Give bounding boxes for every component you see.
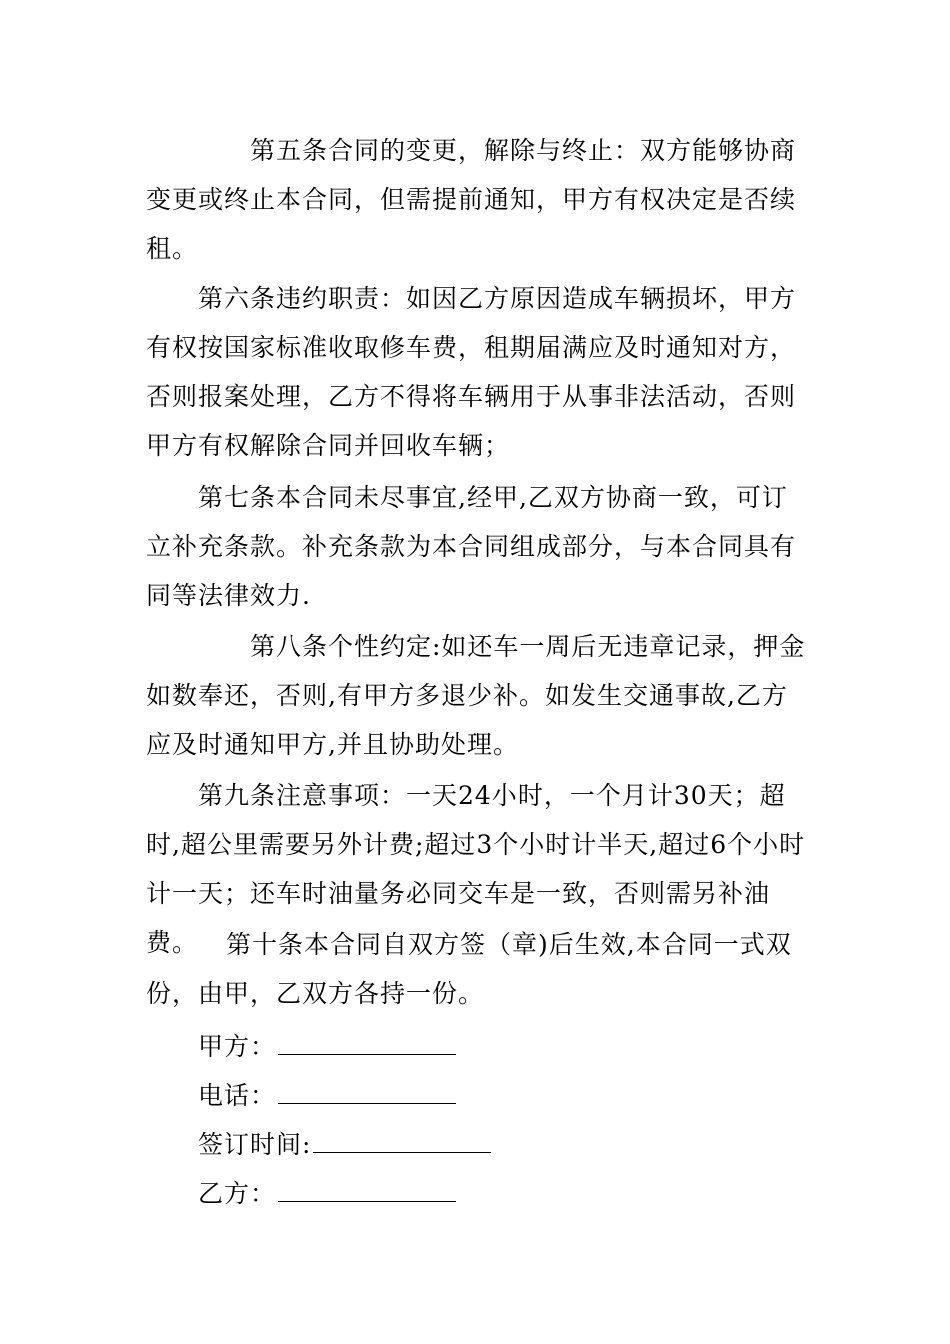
signing-date-blank[interactable] — [313, 1130, 491, 1153]
clause-9: 第九条注意事项：一天24小时，一个月计30天；超时,超公里需要另外计费;超过3个小时计半天,超过6个小时计一天；还车时油量务必同交车是一致，否则需另补油费。 — [146, 781, 806, 957]
signing-date-label: 签订时间: — [198, 1130, 312, 1159]
clause-5: 第五条合同的变更，解除与终止：双方能够协商变更或终止本合同，但需提前通知，甲方有权决定是否续租。 — [146, 136, 797, 263]
clause-10: 第十条本合同自双方签（章)后生效,本合同一式双份，由甲，乙双方各持一份。 — [146, 930, 792, 1008]
clause-7: 第七条本合同未尽事宜,经甲,乙双方协商一致，可订立补充条款。补充条款为本合同组成部分，与本合同具有同等法律效力. — [146, 483, 797, 610]
clause-6: 第六条违约职责：如因乙方原因造成车辆损坏，甲方有权按国家标准收取修车费，租期届满应及时通知对方，否则报案处理，乙方不得将车辆用于从事非法活动，否则甲方有权解除合同并回收车辆； — [146, 284, 797, 460]
clause-8: 第八条个性约定:如还车一周后无违章记录，押金如数奉还，否则,有甲方多退少补。如发生交通事故,乙方应及时通知甲方,并且协助处理。 — [146, 632, 806, 759]
party-b-blank[interactable] — [278, 1179, 456, 1202]
party-b-line — [198, 1169, 456, 1218]
party-b-label: 乙方： — [198, 1179, 277, 1208]
party-a-blank[interactable] — [278, 1032, 456, 1055]
phone-label: 电话： — [198, 1081, 277, 1110]
phone-line — [198, 1071, 456, 1120]
party-a-label: 甲方： — [198, 1032, 277, 1061]
signing-date-line — [198, 1120, 491, 1169]
phone-blank[interactable] — [278, 1081, 456, 1104]
party-a-line — [198, 1022, 456, 1071]
